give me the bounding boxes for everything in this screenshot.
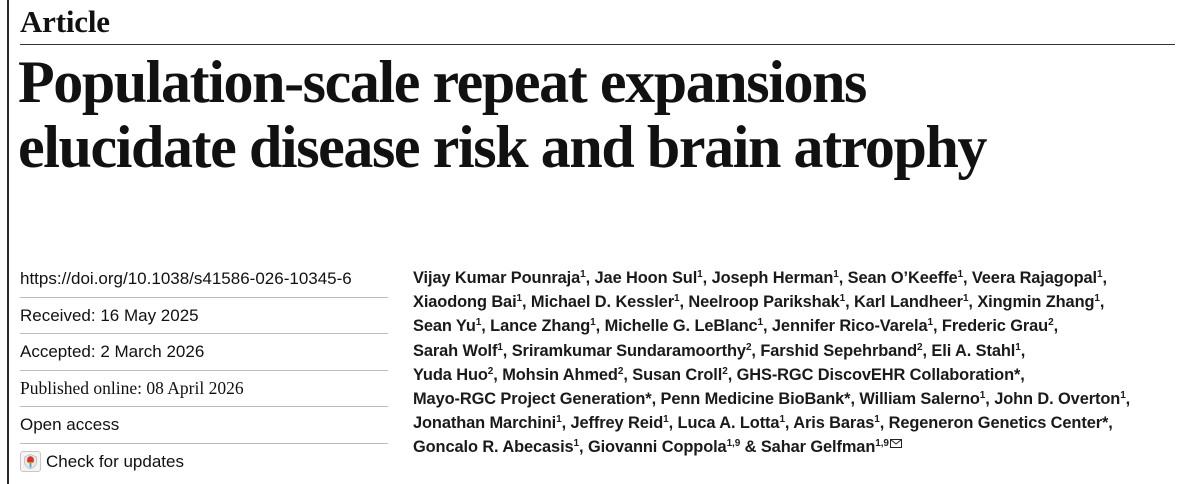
author-line: [413, 411, 1193, 435]
author-line: [413, 339, 1193, 363]
author-separator: ,: [932, 317, 942, 336]
article-type-label: Article: [20, 4, 110, 39]
author-name[interactable]: Sarah Wolf: [413, 341, 498, 360]
author-name[interactable]: William Salerno: [859, 390, 980, 409]
author-name[interactable]: Michelle G. LeBlanc: [604, 317, 758, 336]
author-name[interactable]: Lance Zhang: [490, 317, 591, 336]
author-line: [413, 290, 1193, 314]
crossmark-icon: [20, 451, 41, 472]
affiliation-superscript: 1: [573, 438, 580, 450]
author-separator: ,: [962, 269, 972, 287]
author-separator: &: [740, 438, 761, 457]
author-name[interactable]: Jae Hoon Sul: [594, 269, 698, 287]
author-separator: ,: [845, 293, 855, 312]
affiliation-superscript: 1: [673, 293, 680, 305]
author-separator: ,: [1020, 341, 1026, 360]
author-name[interactable]: Regeneron Genetics Center*: [888, 414, 1109, 433]
affiliation-superscript: 1: [957, 269, 963, 280]
author-line: [413, 387, 1193, 411]
author-name[interactable]: Mayo-RGC Project Generation*: [413, 390, 652, 409]
affiliation-superscript: 1: [516, 293, 522, 305]
author-name[interactable]: Xingmin Zhang: [977, 293, 1095, 312]
author-separator: ,: [522, 293, 531, 312]
affiliation-superscript: 1: [663, 414, 669, 426]
author-name[interactable]: Neelroop Parikshak: [688, 293, 840, 312]
affiliation-superscript: 1: [1097, 269, 1103, 280]
received-date: Received: 16 May 2025: [20, 297, 388, 334]
doi-link[interactable]: https://doi.org/10.1038/s41586-026-10345-6: [20, 269, 352, 288]
author-name[interactable]: Susan Croll: [632, 365, 723, 384]
affiliation-superscript: 1: [962, 293, 969, 305]
affiliation-superscript: 1: [779, 414, 785, 426]
author-separator: ,: [702, 269, 712, 287]
author-separator: ,: [561, 414, 571, 433]
affiliation-superscript: 2: [745, 341, 752, 353]
affiliation-superscript: 1: [979, 390, 986, 402]
author-separator: ,: [784, 414, 794, 433]
author-name[interactable]: Xiaodong Bai: [413, 293, 517, 312]
author-separator: ,: [493, 365, 503, 384]
author-name[interactable]: Frederic Grau: [941, 317, 1049, 336]
author-name[interactable]: Goncalo R. Abecasis: [413, 438, 574, 457]
author-line: [413, 363, 1193, 387]
author-name[interactable]: Jeffrey Reid: [570, 414, 664, 433]
author-name[interactable]: Jonathan Marchini: [413, 414, 557, 433]
author-separator: ,: [1020, 365, 1025, 384]
affiliation-superscript: 1: [839, 293, 846, 305]
author-name[interactable]: Yuda Huo: [413, 365, 488, 384]
author-separator: ,: [679, 293, 689, 312]
affiliation-superscript: 1: [590, 317, 596, 329]
author-separator: ,: [651, 390, 661, 409]
check-for-updates-button[interactable]: [20, 443, 388, 480]
author-separator: ,: [762, 317, 772, 336]
author-name[interactable]: John D. Overton: [994, 390, 1121, 409]
author-separator: ,: [879, 414, 889, 433]
author-name[interactable]: Jennifer Rico-Varela: [771, 317, 928, 336]
author-name[interactable]: Sahar Gelfman: [760, 438, 876, 457]
affiliation-superscript: 1: [874, 414, 880, 426]
affiliation-superscript: 2: [1048, 317, 1054, 329]
affiliation-superscript: 2: [917, 341, 923, 353]
title-line: elucidate disease risk and brain atrophy: [18, 114, 987, 180]
author-separator: ,: [595, 317, 605, 336]
affiliation-superscript: 1: [556, 414, 562, 426]
affiliation-superscript: 1: [1120, 390, 1126, 402]
author-line: [413, 314, 1193, 338]
article-title: [18, 50, 1188, 180]
author-separator: ,: [623, 365, 633, 384]
title-line: Population-scale repeat expansions: [18, 49, 867, 115]
author-name[interactable]: Mohsin Ahmed: [502, 365, 618, 384]
article-metadata: [20, 261, 388, 479]
envelope-icon[interactable]: [890, 439, 902, 448]
left-margin-rule: [7, 0, 9, 484]
affiliation-superscript: 1: [580, 269, 586, 280]
author-name[interactable]: GHS-RGC DiscovEHR Collaboration*: [736, 365, 1021, 384]
affiliation-superscript: 1,9: [726, 438, 741, 450]
author-separator: ,: [1125, 390, 1131, 409]
affiliation-superscript: 2: [722, 365, 728, 377]
author-list: [413, 266, 1193, 460]
author-line: [413, 435, 1193, 459]
author-separator: ,: [727, 365, 737, 384]
author-separator: ,: [1108, 414, 1113, 433]
author-name[interactable]: Michael D. Kessler: [530, 293, 674, 312]
author-separator: ,: [968, 293, 978, 312]
author-separator: ,: [579, 438, 588, 457]
author-separator: ,: [985, 390, 995, 409]
author-separator: ,: [850, 390, 860, 409]
affiliation-superscript: 1: [497, 341, 503, 353]
author-name[interactable]: Aris Baras: [793, 414, 875, 433]
author-name[interactable]: Sean O’Keeffe: [847, 269, 958, 287]
affiliation-superscript: 1: [475, 317, 482, 329]
author-name[interactable]: Luca A. Lotta: [677, 414, 780, 433]
header-divider: [20, 44, 1175, 45]
open-access-label: Open access: [20, 406, 388, 443]
author-separator: ,: [481, 317, 491, 336]
author-separator: ,: [838, 269, 848, 287]
affiliation-superscript: 1: [1094, 293, 1100, 305]
author-name[interactable]: Farshid Sepehrband: [760, 341, 918, 360]
affiliation-superscript: 1: [757, 317, 763, 329]
author-name[interactable]: Sean Yu: [413, 317, 476, 336]
author-line: [413, 266, 1193, 290]
affiliation-superscript: 1: [833, 269, 839, 280]
author-separator: ,: [1102, 269, 1107, 287]
author-separator: ,: [585, 269, 595, 287]
author-name[interactable]: Karl Landheer: [854, 293, 963, 312]
author-name[interactable]: Penn Medicine BioBank*: [660, 390, 851, 409]
author-name[interactable]: Veera Rajagopal: [971, 269, 1097, 287]
published-date: Published online: 08 April 2026: [20, 370, 388, 407]
author-name[interactable]: Eli A. Stahl: [931, 341, 1016, 360]
author-name[interactable]: Vijay Kumar Pounraja: [413, 269, 581, 287]
author-separator: ,: [1053, 317, 1059, 336]
affiliation-superscript: 1: [1015, 341, 1021, 353]
affiliation-superscript: 1,9: [875, 438, 889, 450]
author-separator: ,: [751, 341, 761, 360]
affiliation-superscript: 1: [697, 269, 703, 280]
author-name[interactable]: Joseph Herman: [711, 269, 834, 287]
affiliation-superscript: 2: [617, 365, 624, 377]
check-for-updates-label: Check for updates: [46, 451, 184, 471]
author-name[interactable]: Sriramkumar Sundaramoorthy: [511, 341, 746, 360]
affiliation-superscript: 1: [927, 317, 933, 329]
accepted-date: Accepted: 2 March 2026: [20, 333, 388, 370]
author-separator: ,: [668, 414, 678, 433]
author-separator: ,: [502, 341, 512, 360]
author-separator: ,: [922, 341, 932, 360]
author-separator: ,: [1099, 293, 1105, 312]
affiliation-superscript: 2: [487, 365, 494, 377]
author-name[interactable]: Giovanni Coppola: [587, 438, 727, 457]
